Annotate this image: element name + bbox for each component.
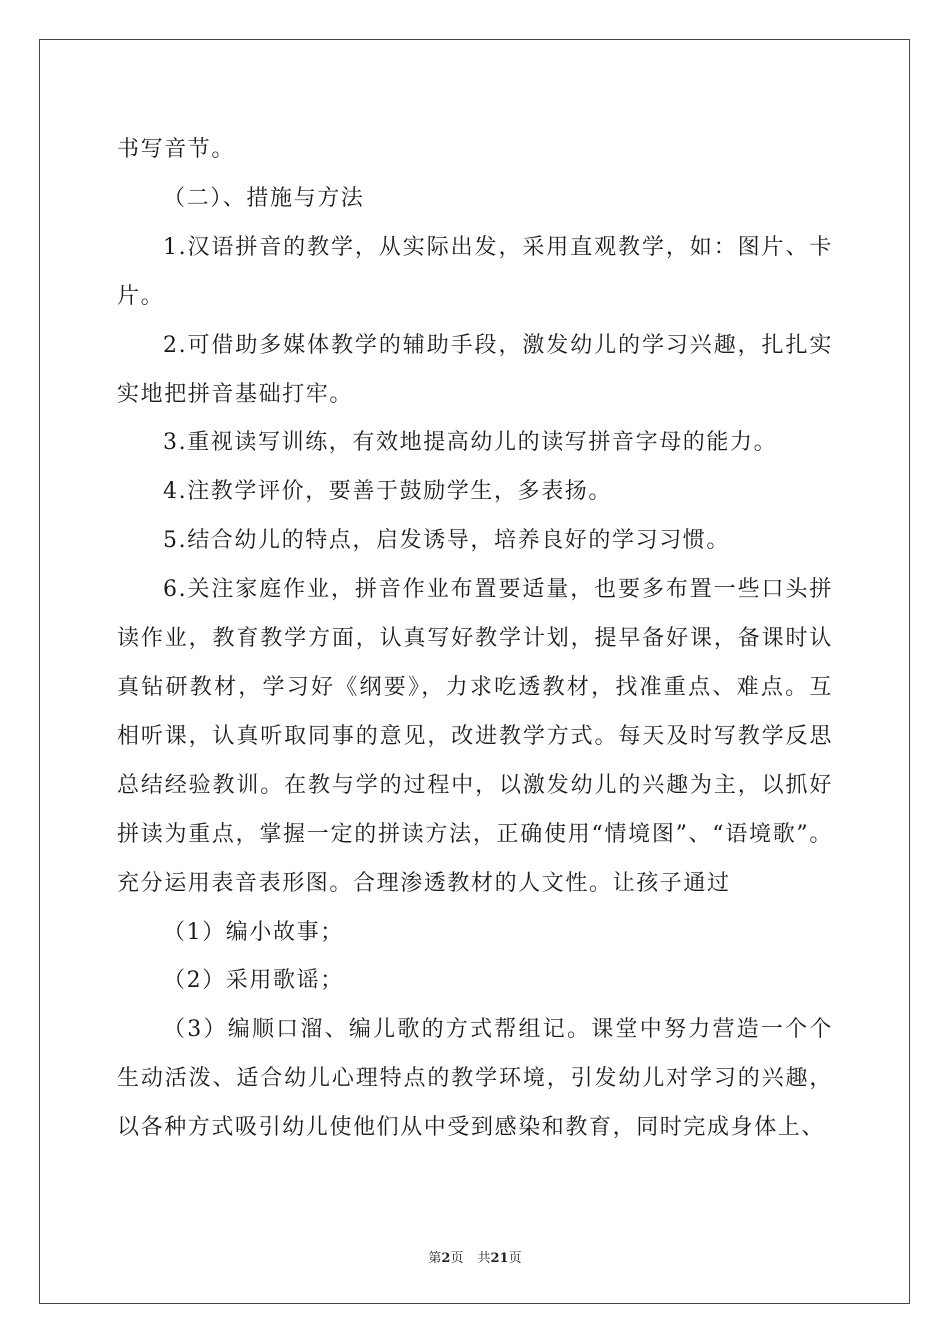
- page-suffix: 页: [450, 1251, 464, 1266]
- total-pages: 21: [490, 1251, 509, 1266]
- page-number: 2: [441, 1251, 451, 1266]
- total-prefix: 共: [477, 1251, 491, 1266]
- list-item-1: 1.汉语拼音的教学，从实际出发，采用直观教学，如：图片、卡片。: [117, 234, 833, 309]
- section-heading: （二）、措施与方法: [163, 185, 365, 211]
- list-item-3: 3.重视读写训练，有效地提高幼儿的读写拼音字母的能力。: [163, 430, 778, 456]
- document-body: [117, 126, 833, 1153]
- total-suffix: 页: [508, 1251, 522, 1266]
- sub-item-3: （3）编顺口溜、编儿歌的方式帮组记。课堂中努力营造一个个生动活泼、适合幼儿心理特点的教学环境，引发幼儿对学习的兴趣，以各种方式吸引幼儿使他们从中受到感染和教育，同时完成身体上、: [117, 1017, 833, 1141]
- sub-item-2: （2）采用歌谣；: [163, 968, 344, 994]
- list-item-4: 4.注教学评价，要善于鼓励学生，多表扬。: [163, 479, 612, 505]
- list-item-2: 2.可借助多媒体教学的辅助手段，激发幼儿的学习兴趣，扎扎实实地把拼音基础打牢。: [117, 332, 833, 407]
- page-prefix: 第: [428, 1251, 442, 1266]
- sub-item-1: （1）编小故事；: [163, 919, 344, 945]
- paragraph-1: 书写音节。: [117, 137, 236, 162]
- list-item-5: 5.结合幼儿的特点，启发诱导，培养良好的学习习惯。: [163, 528, 730, 554]
- page-footer: [0, 1247, 950, 1266]
- list-item-6: 6.关注家庭作业，拼音作业布置要适量，也要多布置一些口头拼读作业，教育教学方面，认真写好教学计划，提早备好课，备课时认真钻研教材，学习好《纲要》，力求吃透教材，找准重点、难点。互相听课，认真听取同事的意见，改进教学方式。每天及时写教学反思总结经验教训。在教与学的过程中，以激发幼儿的兴趣为主，以抓好拼读为重点，掌握一定的拼读方法，正确使用“情境图”、“语境歌”。充分运用表音表形图。合理渗透教材的人文性。让孩子通过: [117, 577, 833, 896]
